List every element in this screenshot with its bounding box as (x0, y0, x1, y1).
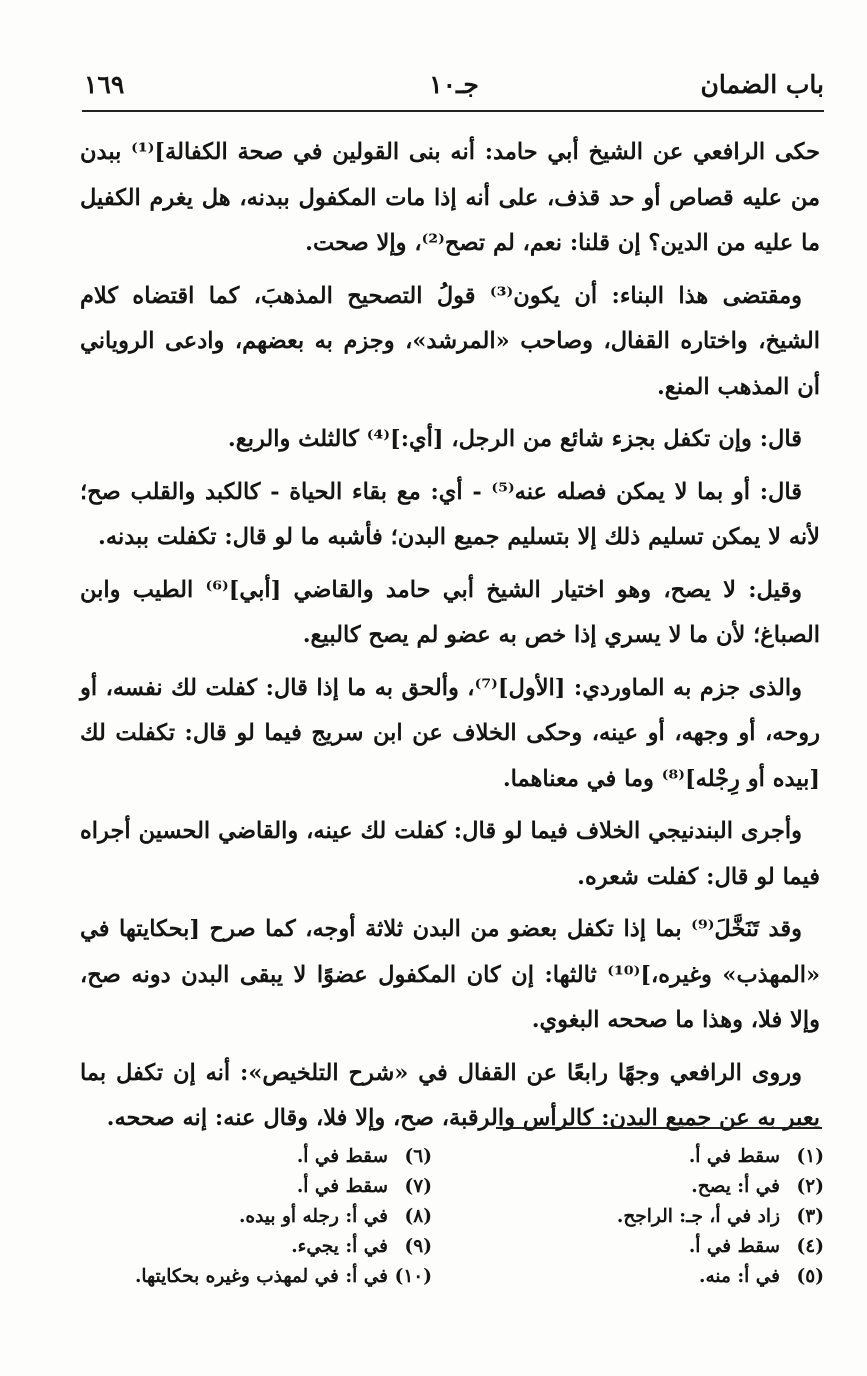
footnote-text: في أ: يصح. (691, 1176, 780, 1197)
page-number: ١٦٩ (84, 70, 125, 99)
footnote (92, 1172, 432, 1202)
paragraph: وروى الرافعي وجهًا رابعًا عن القفال في «شرح التلخيص»: أنه إن تكفل بما يعبر به عن جميع البدن: كالرأس والرقبة، صح، وإلا فلا، وقال عنه: إنه صححه. (80, 1059, 820, 1131)
footnote-number: (٤) (796, 1236, 824, 1257)
footnote (484, 1232, 824, 1262)
footnote (484, 1262, 824, 1292)
footnote-text: في أ: منه. (699, 1266, 780, 1287)
paragraph: والذى جزم به الماوردي: [الأول]⁽⁷⁾، وألحق به ما إذا قال: كفلت لك نفسه، أو روحه، أو وجهه، أو عينه، وحكى الخلاف عن ابن سريج فيما لو قال: تكفلت لك [بيده أو رِجْله]⁽⁸⁾ وما في معناهما. (80, 674, 820, 792)
chapter-title: باب الضمان (700, 70, 824, 99)
paragraph: قال: وإن تكفل بجزء شائع من الرجل، [أي:]⁽⁴⁾ كالثلث والربع. (227, 426, 802, 452)
footnote (92, 1202, 432, 1232)
paragraph: حكى الرافعي عن الشيخ أبي حامد: أنه بنى القولين في صحة الكفالة]⁽¹⁾ ببدن من عليه قصاص أو حد قذف، على أنه إذا مات المكفول ببدنه، هل يغرم الكفيل ما عليه من الدين؟ إن قلنا: نعم، لم تصح⁽²⁾، وإلا صحت. (80, 139, 820, 256)
footnote-text: في أ: رجله أو بيده. (238, 1206, 388, 1227)
footnote-number: (٧) (404, 1176, 432, 1197)
header-rule (82, 110, 824, 112)
paragraph: وقد تَنَخَّلَ⁽⁹⁾ بما إذا تكفل بعضو من البدن ثلاثة أوجه، كما صرح [بحكايتها في «المهذب» وغيره،]⁽¹⁰⁾ ثالثها: إن كان المكفول عضوًا لا يبقى البدن دونه صح، وإلا فلا، وهذا ما صححه البغوي. (80, 916, 821, 1033)
footnote (92, 1142, 432, 1172)
footnote (484, 1172, 824, 1202)
footnote-text: سقط في أ. (688, 1146, 780, 1167)
footnote-number: (٨) (404, 1206, 432, 1227)
footnote-text: في أ: في لمهذب وغيره بحكايتها. (134, 1266, 388, 1287)
footnote (92, 1232, 432, 1262)
footnote-number: (٦) (404, 1146, 432, 1167)
footnote-number: (٣) (796, 1206, 824, 1227)
paragraph: ومقتضى هذا البناء: أن يكون⁽³⁾ قولُ التصحيح المذهبَ، كما اقتضاه كلام الشيخ، واختاره القفال، وصاحب «المرشد»، وجزم به بعضهم، وادعى الروياني أن المذهب المنع. (80, 282, 820, 400)
footnote-number: (٩) (404, 1236, 432, 1257)
footnote-text: في أ: يجيء. (291, 1236, 388, 1257)
footnote (484, 1202, 824, 1232)
footnote-text: زاد في أ، جـ: الراجح. (616, 1206, 780, 1227)
footnote-text: سقط في أ. (688, 1236, 780, 1257)
paragraph: وأجرى البندنيجي الخلاف فيما لو قال: كفلت لك عينه، والقاضي الحسين أجراه فيما لو قال: كفلت شعره. (80, 818, 820, 890)
paragraph: وقيل: لا يصح، وهو اختيار الشيخ أبي حامد والقاضي [أبي]⁽⁶⁾ الطيب وابن الصباغ؛ لأن ما لا يسري إذا خص به عضو لم يصح كالبيع. (80, 576, 820, 648)
main-text (80, 130, 820, 1149)
footnote (484, 1142, 824, 1172)
footnote (92, 1262, 432, 1292)
running-header (84, 66, 824, 106)
volume-label: جـ١٠ (429, 70, 479, 99)
footnote-rule (496, 1127, 822, 1129)
footnote-number: (١٠) (394, 1266, 432, 1287)
footnote-number: (٥) (796, 1266, 824, 1287)
footnotes-column-right (484, 1142, 824, 1292)
footnote-text: سقط في أ. (296, 1146, 388, 1167)
paragraph: قال: أو بما لا يمكن فصله عنه⁽⁵⁾ - أي: مع بقاء الحياة - كالكبد والقلب صح؛ لأنه لا يمكن تسليم ذلك إلا بتسليم جميع البدن؛ فأشبه ما لو قال: تكفلت ببدنه. (80, 478, 820, 550)
footnote-number: (٢) (796, 1176, 824, 1197)
footnote-text: سقط في أ. (296, 1176, 388, 1197)
footnotes-column-left (92, 1142, 432, 1292)
footnote-number: (١) (796, 1146, 824, 1167)
